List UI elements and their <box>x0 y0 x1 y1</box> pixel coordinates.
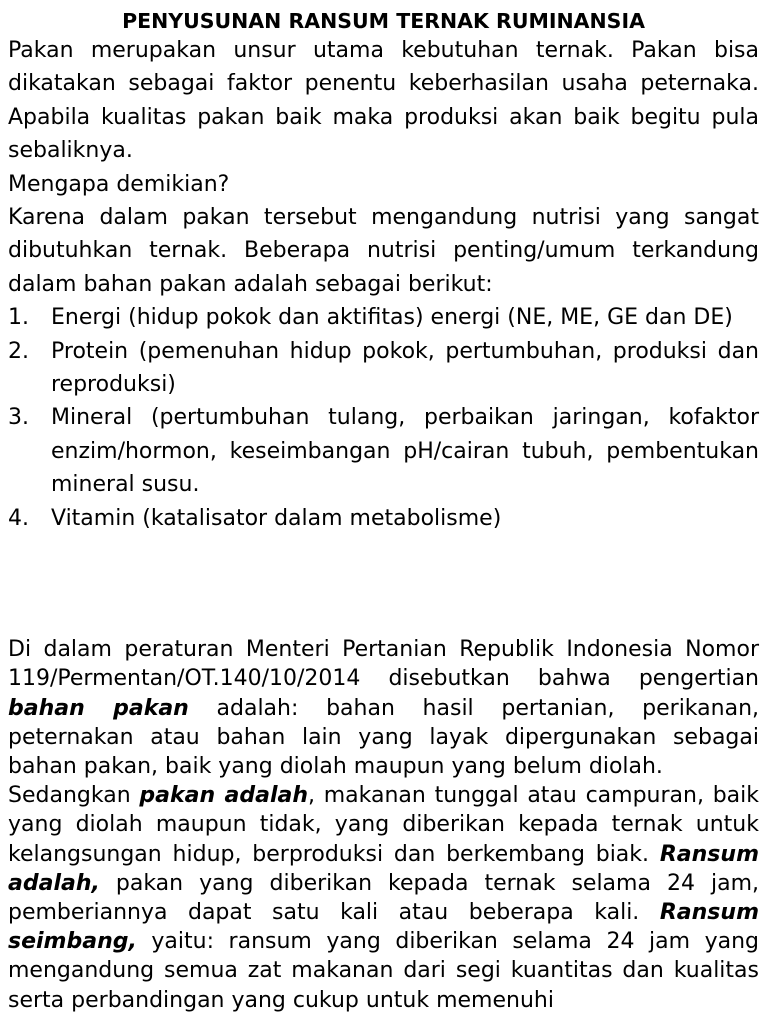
pakan-lead: Sedangkan <box>8 783 140 809</box>
list-item-text: Mineral (pertumbuhan tulang, perbaikan jaringan, kofaktor enzim/hormon, keseimbangan pH/cairan tubuh, pembentukan mineral susu. <box>51 405 759 498</box>
question-paragraph: Mengapa demikian? <box>8 171 230 197</box>
list-item <box>8 401 759 501</box>
section-gap <box>8 535 759 635</box>
list-item-number: 2. <box>8 338 29 364</box>
list-item-number: 3. <box>8 405 29 431</box>
regulation-lead: Di dalam peraturan Menteri Pertanian Republik Indonesia Nomor 119/Permentan/OT.140/10/2014 disebutkan bahwa pengertian <box>8 637 759 692</box>
term-pakan-adalah: pakan adalah <box>139 783 308 809</box>
ransum-rest: pakan yang diberikan kepada ternak selama 24 jam, pemberiannya dapat satu kali atau beberapa kali. <box>8 870 759 925</box>
list-item-text: Protein (pemenuhan hidup pokok, pertumbuhan, produksi dan reproduksi) <box>51 338 759 398</box>
list-item-number: 4. <box>8 505 29 531</box>
term-ransum-seimbang: Ransum seimbang, <box>8 899 759 955</box>
seimbang-rest: yaitu: ransum yang diberikan selama 24 jam yang mengandung semua zat makanan dari segi kuantitas dan kualitas serta perbandingan yang cukup untuk memenuhi <box>8 929 759 1013</box>
list-item <box>8 502 759 535</box>
page-title: PENYUSUNAN RANSUM TERNAK RUMINANSIA <box>122 9 645 33</box>
intro-paragraph: Pakan merupakan unsur utama kebutuhan ternak. Pakan bisa dikatakan sebagai faktor penentu keberhasilan usaha peternaka. Apabila kualitas pakan baik maka produksi akan baik begitu pula sebaliknya. <box>8 38 759 164</box>
list-item-text: Energi (hidup pokok dan aktifitas) energi (NE, ME, GE dan DE) <box>51 305 733 331</box>
list-item-text: Vitamin (katalisator dalam metabolisme) <box>51 505 502 531</box>
list-item-number: 1. <box>8 305 29 331</box>
regulation-paragraph <box>8 635 759 781</box>
definitions-paragraph <box>8 781 759 1015</box>
term-bahan-pakan: bahan pakan <box>8 695 189 721</box>
answer-paragraph: Karena dalam pakan tersebut mengandung nutrisi yang sangat dibutuhkan ternak. Beberapa nutrisi penting/umum terkandung dalam bahan pakan adalah sebagai berikut: <box>8 205 759 297</box>
regulation-rest: adalah: bahan hasil pertanian, perikanan, peternakan atau bahan lain yang layak dipergunakan sebagai bahan pakan, baik yang diolah maupun yang belum diolah. <box>8 695 760 779</box>
list-item <box>8 335 759 402</box>
pakan-rest: , makanan tunggal atau campuran, baik yang diolah maupun tidak, yang diberikan kepada ternak untuk kelangsungan hidup, berproduksi dan berkembang biak. <box>8 783 759 867</box>
nutrient-list <box>8 301 759 535</box>
term-ransum-adalah: Ransum adalah, <box>8 841 759 896</box>
list-item <box>8 301 759 334</box>
